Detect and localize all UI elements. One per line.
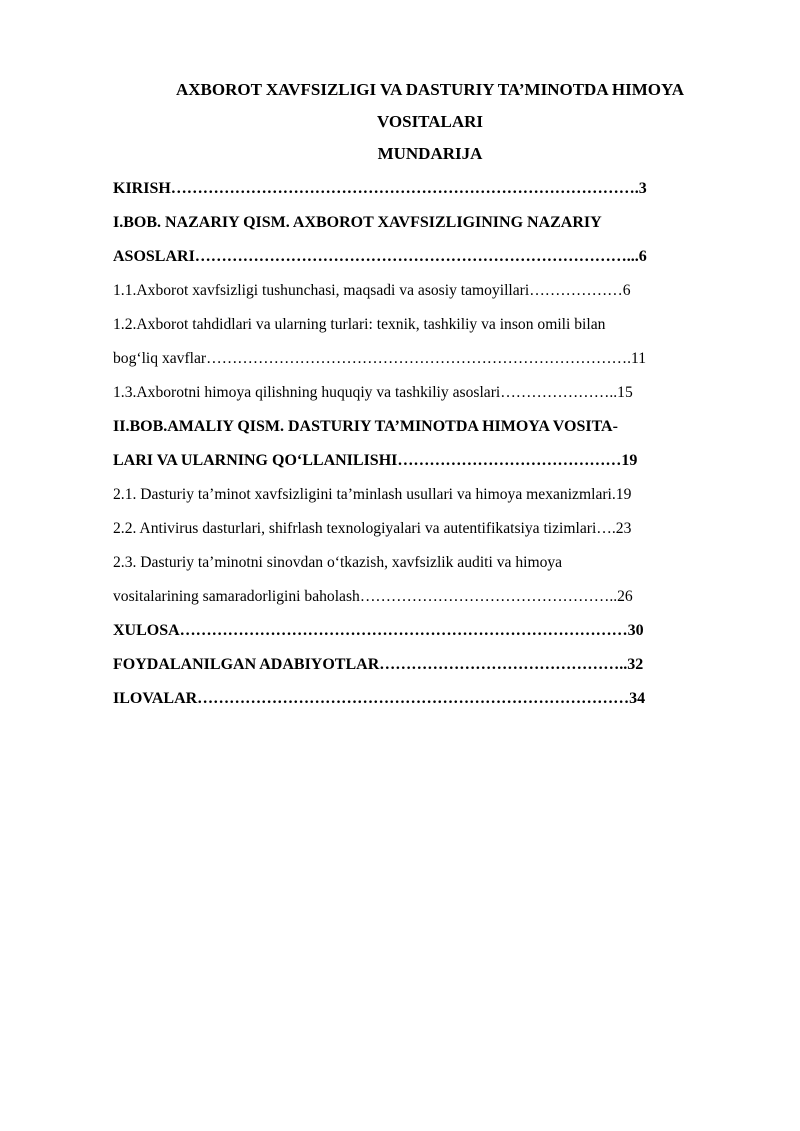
toc-entry-kirish: KIRISH…………………………………………………………………………….3 [113, 180, 647, 197]
toc-entry-chapter-2-line-2: LARI VA ULARNING QO‘LLANILISHI……………………………………19 [113, 452, 638, 469]
title-line-1: AXBOROT XAVFSIZLIGI VA DASTURIY TA’MINOTDA HIMOYA [175, 80, 685, 99]
document-title [110, 74, 750, 170]
toc-entry-chapter-1-line-2: ASOSLARI………………………………………………………………………...6 [113, 248, 647, 265]
toc-entry-1-3: 1.3.Axborotni himoya qilishning huquqiy va tashkiliy asoslari…………………..15 [113, 384, 633, 401]
toc-entry-xulosa: XULOSA…………………………………………………………………………30 [113, 622, 644, 639]
toc-entry-1-1: 1.1.Axborot xavfsizligi tushunchasi, maqsadi va asosiy tamoyillari………………6 [113, 282, 631, 299]
table-of-contents [113, 172, 746, 716]
toc-entry-ilovalar: ILOVALAR………………………………………………………………………34 [113, 690, 646, 707]
toc-entry-2-3-line-1: 2.3. Dasturiy ta’minotni sinovdan o‘tkazish, xavfsizlik auditi va himoya [113, 554, 563, 571]
toc-entry-chapter-2-line-1: II.BOB.AMALIY QISM. DASTURIY TA’MINOTDA HIMOYA VOSITA- [113, 418, 618, 435]
toc-entry-1-2-line-2: bog‘liq xavflar……………………………………………………………………….11 [113, 350, 647, 367]
toc-entry-2-1: 2.1. Dasturiy ta’minot xavfsizligini ta’minlash usullari va himoya mexanizmlari.19 [113, 486, 632, 503]
toc-entry-adabiyotlar: FOYDALANILGAN ADABIYOTLAR………………………………………..32 [113, 656, 644, 673]
toc-heading: MUNDARIJA [377, 144, 483, 163]
toc-entry-2-2: 2.2. Antivirus dasturlari, shifrlash texnologiyalari va autentifikatsiya tizimlari….23 [113, 520, 632, 537]
toc-entry-1-2-line-1: 1.2.Axborot tahdidlari va ularning turlari: texnik, tashkiliy va inson omili bilan [113, 316, 606, 333]
title-line-2: VOSITALARI [376, 112, 484, 131]
toc-entry-2-3-line-2: vositalarining samaradorligini baholash…………………………………………..26 [113, 588, 633, 605]
toc-entry-chapter-1-line-1: I.BOB. NAZARIY QISM. AXBOROT XAVFSIZLIGINING NAZARIY [113, 214, 602, 231]
